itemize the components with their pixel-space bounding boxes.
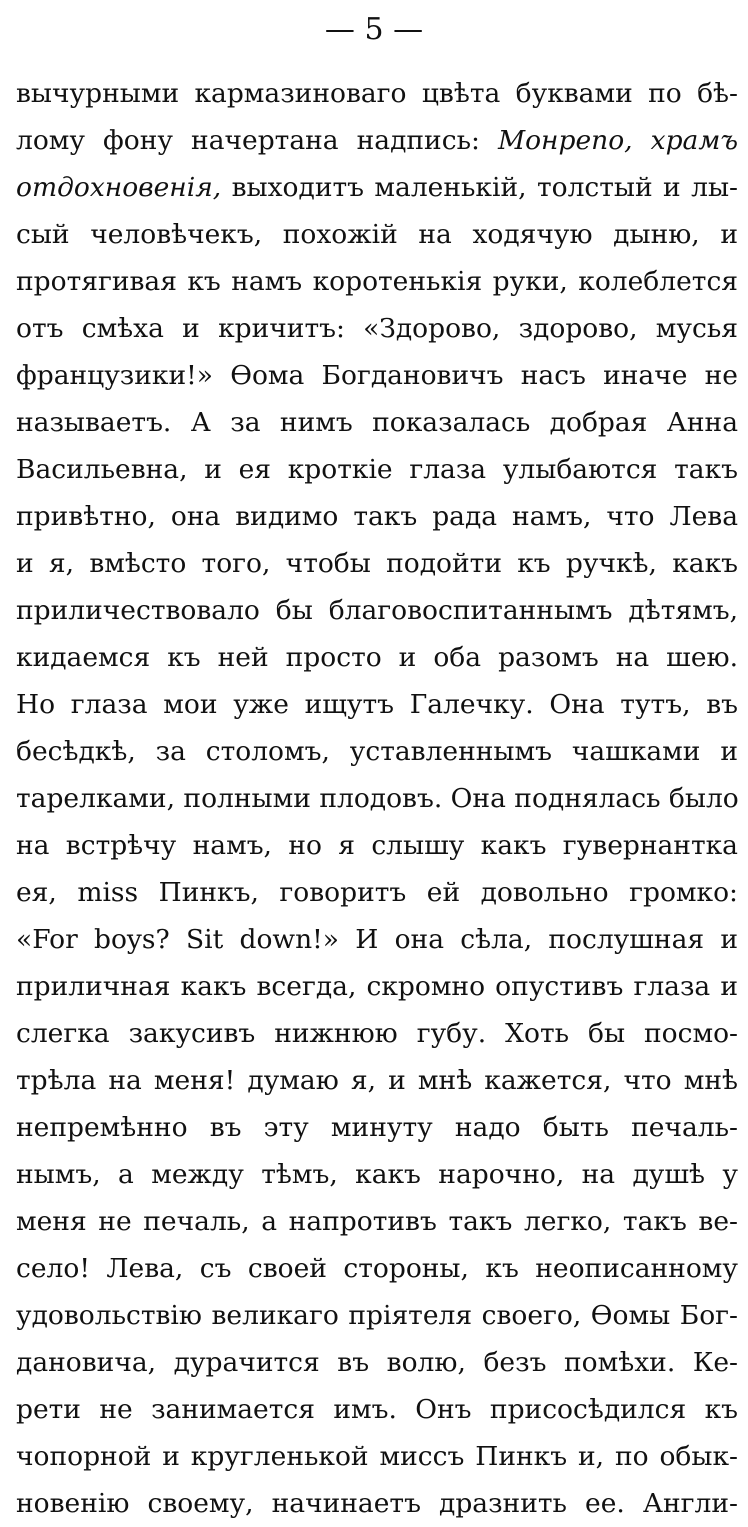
text-line [16,681,738,728]
text-segment: непремѣнно въ эту минуту надо быть печаль- [16,1112,738,1143]
text-line [16,1480,738,1527]
text-segment: тарелками, полными плодовъ. Она поднялась было [16,783,739,814]
text-line [16,399,738,446]
text-line [16,1245,738,1292]
text-segment: лому фону начертана надпись: [16,125,498,156]
text-line [16,869,738,916]
text-line [16,540,738,587]
text-segment: село! Лева, съ своей стороны, къ неописанному [16,1253,738,1284]
text-segment: удовольствію великаго пріятеля своего, Ѳомы Бог- [16,1300,738,1331]
text-line [16,1057,738,1104]
text-segment: «For boys? Sit down!» И она сѣла, послушная и [16,924,738,955]
text-line [16,164,738,211]
italic-text-segment: отдохновенія, [16,172,222,203]
text-segment: выходитъ маленькій, толстый и лы- [221,172,738,203]
text-line [16,1010,738,1057]
text-line [16,1151,738,1198]
text-segment: слегка закусивъ нижнюю губу. Хоть бы посмо- [16,1018,738,1049]
text-segment: кидаемся къ ней просто и оба разомъ на шею. [16,642,738,673]
text-segment: нымъ, а между тѣмъ, какъ нарочно, на душѣ у [16,1159,738,1190]
text-segment: Васильевна, и ея кроткіе глаза улыбаются такъ [16,454,738,485]
text-line [16,1104,738,1151]
text-segment: отъ смѣха и кричитъ: «Здорово, здорово, мусья [16,313,738,344]
text-line [16,775,738,822]
text-segment: протягивая къ намъ коротенькія руки, колеблется [16,266,738,297]
text-line [16,1198,738,1245]
text-segment: сый человѣчекъ, похожій на ходячую дыню, и [16,219,738,250]
text-segment: приличествовало бы благовоспитаннымъ дѣтямъ, [16,595,738,626]
text-segment: меня не печаль, а напротивъ такъ легко, такъ ве- [16,1206,738,1237]
body-text [16,70,738,1527]
text-line [16,211,738,258]
text-segment: и я, вмѣсто того, чтобы подойти къ ручкѣ, какъ [16,548,738,579]
text-segment: бесѣдкѣ, за столомъ, уставленнымъ чашками и [16,736,738,767]
text-line [16,963,738,1010]
text-line [16,446,738,493]
text-segment: на встрѣчу намъ, но я слышу какъ гувернантка [16,830,738,861]
text-line [16,70,738,117]
page-number: — 5 — [324,12,424,47]
text-line [16,1339,738,1386]
text-segment: привѣтно, она видимо такъ рада намъ, что Лева [16,501,738,532]
text-line [16,493,738,540]
text-segment: вычурными кармазиноваго цвѣта буквами по бѣ- [16,78,738,109]
text-segment: ея, miss Пинкъ, говоритъ ей довольно громко: [16,877,738,908]
text-line [16,1433,738,1480]
text-line [16,1386,738,1433]
text-line [16,258,738,305]
text-segment: называетъ. А за нимъ показалась добрая Анна [16,407,738,438]
text-segment: приличная какъ всегда, скромно опустивъ глаза и [16,971,738,1002]
text-segment: чопорной и кругленькой миссъ Пинкъ и, по обык- [16,1441,738,1472]
text-segment: французики!» Ѳома Богдановичъ насъ иначе не [16,360,738,391]
text-segment: рети не занимается имъ. Онъ присосѣдился къ [16,1394,738,1425]
text-segment: Но глаза мои уже ищутъ Галечку. Она тутъ, въ [16,689,738,720]
text-line [16,587,738,634]
text-line [16,305,738,352]
text-line [16,352,738,399]
text-line [16,117,738,164]
text-segment: новенію своему, начинаетъ дразнить ее. Англи- [16,1488,738,1519]
text-line [16,728,738,775]
text-line [16,822,738,869]
italic-text-segment: Монрепо, храмъ [497,125,738,156]
text-line [16,1292,738,1339]
text-line [16,634,738,681]
text-segment: дановича, дурачится въ волю, безъ помѣхи. Ке- [16,1347,738,1378]
text-line [16,916,738,963]
text-segment: трѣла на меня! думаю я, и мнѣ кажется, что мнѣ [16,1065,738,1096]
